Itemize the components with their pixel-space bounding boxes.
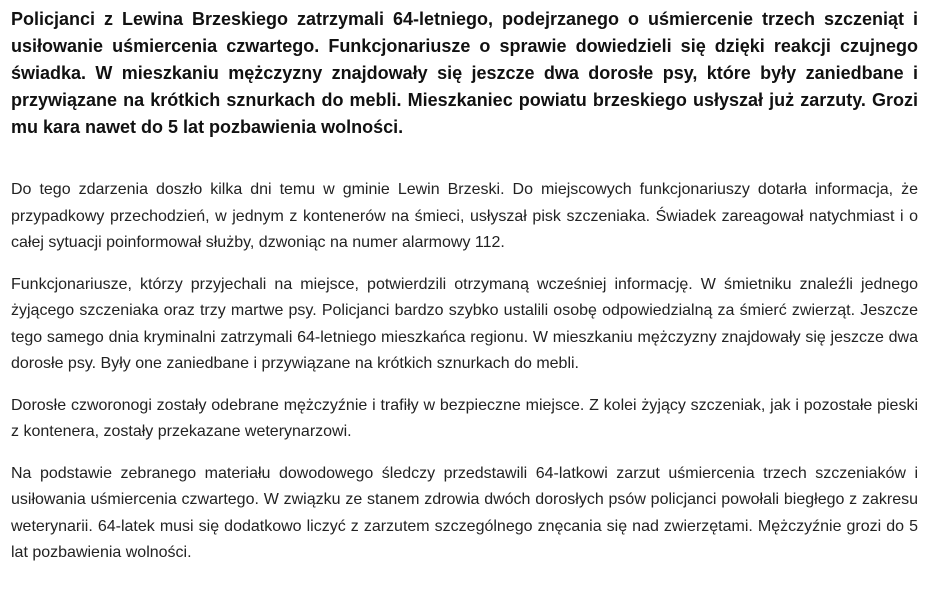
article-paragraph: Dorosłe czworonogi zostały odebrane mężczyźnie i trafiły w bezpieczne miejsce. Z kolei żyjący szczeniak, jak i pozostałe pieski z kontenera, zostały przekazane weterynarzowi. xyxy=(11,396,918,440)
article-paragraph: Funkcjonariusze, którzy przyjechali na miejsce, potwierdzili otrzymaną wcześniej informację. W śmietniku znaleźli jednego żyjącego szczeniaka oraz trzy martwe psy. Policjanci bardzo szybko ustalili osobę odpowiedzialną za śmierć zwierząt. Jeszcze tego samego dnia kryminalni zatrzymali 64-letniego mieszkańca regionu. W mieszkaniu mężczyzny znajdowały się jeszcze dwa dorosłe psy. Były one zaniedbane i przywiązane na krótkich sznurkach do mebli. xyxy=(11,275,918,372)
article-lead: Policjanci z Lewina Brzeskiego zatrzymali 64-letniego, podejrzanego o uśmiercenie trzech szczeniąt i usiłowanie uśmiercenia czwartego. Funkcjonariusze o sprawie dowiedzieli się dzięki reakcji czujnego świadka. W mieszkaniu mężczyzny znajdowały się jeszcze dwa dorosłe psy, które były zaniedbane i przywiązane na krótkich sznurkach do mebli. Mieszkaniec powiatu brzeskiego usłyszał już zarzuty. Grozi mu kara nawet do 5 lat pozbawienia wolności. xyxy=(11,9,918,137)
article-paragraph: Na podstawie zebranego materiału dowodowego śledczy przedstawili 64-latkowi zarzut uśmiercenia trzech szczeniaków i usiłowania uśmiercenia czwartego. W związku ze stanem zdrowia dwóch dorosłych psów policjanci powołali biegłego z zakresu weterynarii. 64-latek musi się dodatkowo liczyć z zarzutem szczególnego znęcania się nad zwierzętami. Mężczyźnie grozi do 5 lat pozbawienia wolności. xyxy=(11,464,918,561)
article-paragraph: Do tego zdarzenia doszło kilka dni temu w gminie Lewin Brzeski. Do miejscowych funkcjonariuszy dotarła informacja, że przypadkowy przechodzień, w jednym z kontenerów na śmieci, usłyszał pisk szczeniaka. Świadek zareagował natychmiast i o całej sytuacji poinformował służby, dzwoniąc na numer alarmowy 112. xyxy=(11,181,918,251)
